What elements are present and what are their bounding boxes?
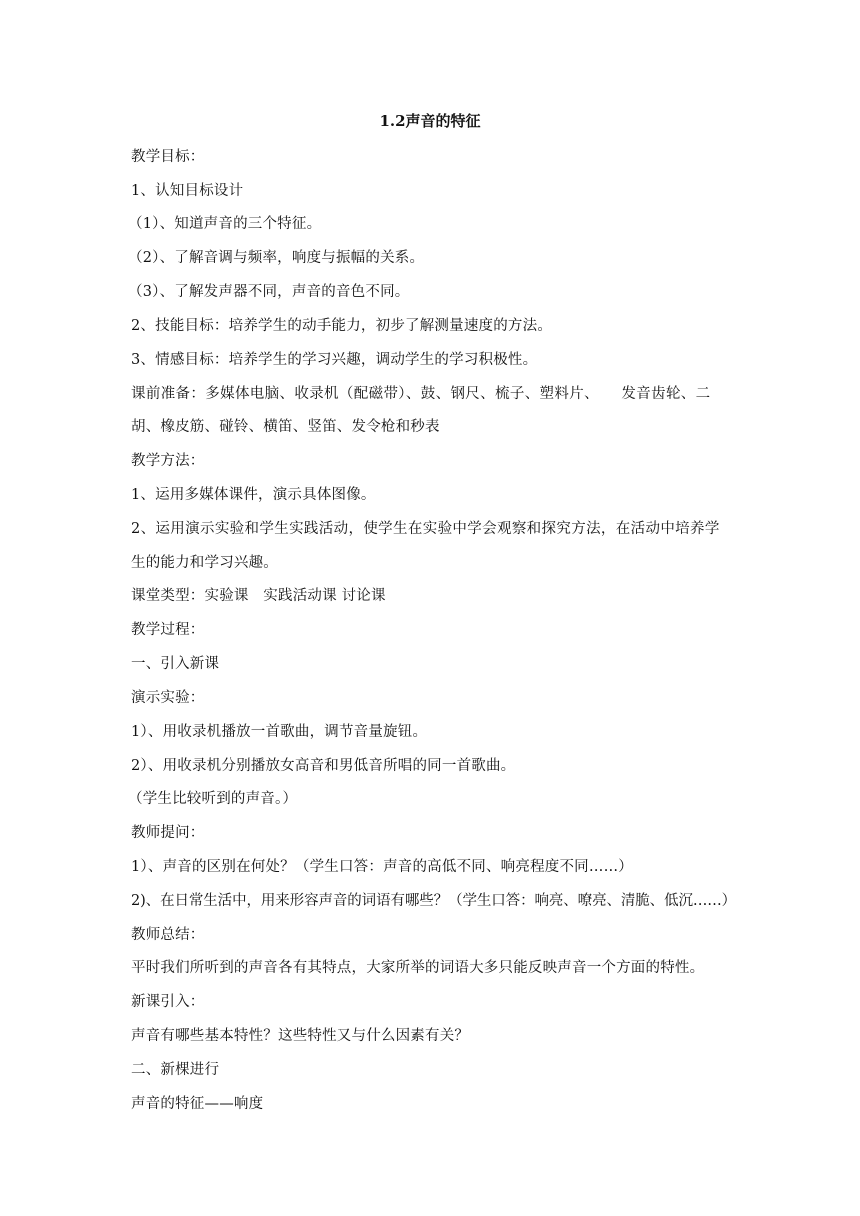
class-type: 课堂类型：实验课 实践活动课 讨论课 xyxy=(131,588,386,604)
part-two-heading: 二、新棵进行 xyxy=(131,1062,220,1078)
preparation-line-2: 胡、橡皮筋、碰铃、横笛、竖笛、发令枪和秒表 xyxy=(131,419,440,435)
question-item-2: 2)、在日常生活中，用来形容声音的词语有哪些？（学生口答：响亮、嘹亮、清脆、低沉……） xyxy=(131,893,737,909)
student-compare-note: （学生比较听到的声音。） xyxy=(128,791,298,807)
preparation-line-1: 课前准备：多媒体电脑、收录机（配磁带）、鼓、钢尺、梳子、塑料片、 发音齿轮、二 xyxy=(131,386,711,402)
demo-experiment-label: 演示实验： xyxy=(131,690,205,706)
section-heading-teaching-goals: 教学目标： xyxy=(131,149,205,165)
new-lesson-intro-question: 声音有哪些基本特性？这些特性又与什么因素有关？ xyxy=(131,1028,470,1044)
goal-cognitive-item-3: （3）、了解发声器不同，声音的音色不同。 xyxy=(128,284,410,300)
demo-item-1: 1）、用收录机播放一首歌曲，调节音量旋钮。 xyxy=(131,724,428,740)
method-item-1: 1、运用多媒体课件，演示具体图像。 xyxy=(131,487,376,503)
goal-cognitive-heading: 1、认知目标设计 xyxy=(131,183,244,199)
demo-item-2: 2）、用收录机分别播放女高音和男低音所唱的同一首歌曲。 xyxy=(131,758,516,774)
teacher-summary-label: 教师总结： xyxy=(131,927,205,943)
goal-cognitive-item-1: （1）、知道声音的三个特征。 xyxy=(128,216,322,232)
question-item-1: 1）、声音的区别在何处？（学生口答：声音的高低不同、响亮程度不同……） xyxy=(131,859,633,875)
goal-skill: 2、技能目标：培养学生的动手能力，初步了解测量速度的方法。 xyxy=(131,318,553,334)
new-lesson-intro-label: 新课引入： xyxy=(131,994,205,1010)
section-heading-teaching-process: 教学过程： xyxy=(131,622,205,638)
method-item-2-line-1: 2、运用演示实验和学生实践活动，使学生在实验中学会观察和探究方法，在活动中培养学 xyxy=(131,521,720,537)
teacher-question-label: 教师提问： xyxy=(131,825,205,841)
goal-affective: 3、情感目标：培养学生的学习兴趣，调动学生的学习积极性。 xyxy=(131,352,538,368)
section-heading-teaching-methods: 教学方法： xyxy=(131,453,205,469)
goal-cognitive-item-2: （2）、了解音调与频率，响度与振幅的关系。 xyxy=(128,250,425,266)
teacher-summary-text: 平时我们所听到的声音各有其特点，大家所举的词语大多只能反映声音一个方面的特性。 xyxy=(131,960,705,976)
method-item-2-line-2: 生的能力和学习兴趣。 xyxy=(131,555,278,571)
loudness-heading: 声音的特征——响度 xyxy=(131,1096,264,1112)
document-title: 1.2声音的特征 xyxy=(379,112,481,130)
part-one-heading: 一、引入新课 xyxy=(131,656,220,672)
